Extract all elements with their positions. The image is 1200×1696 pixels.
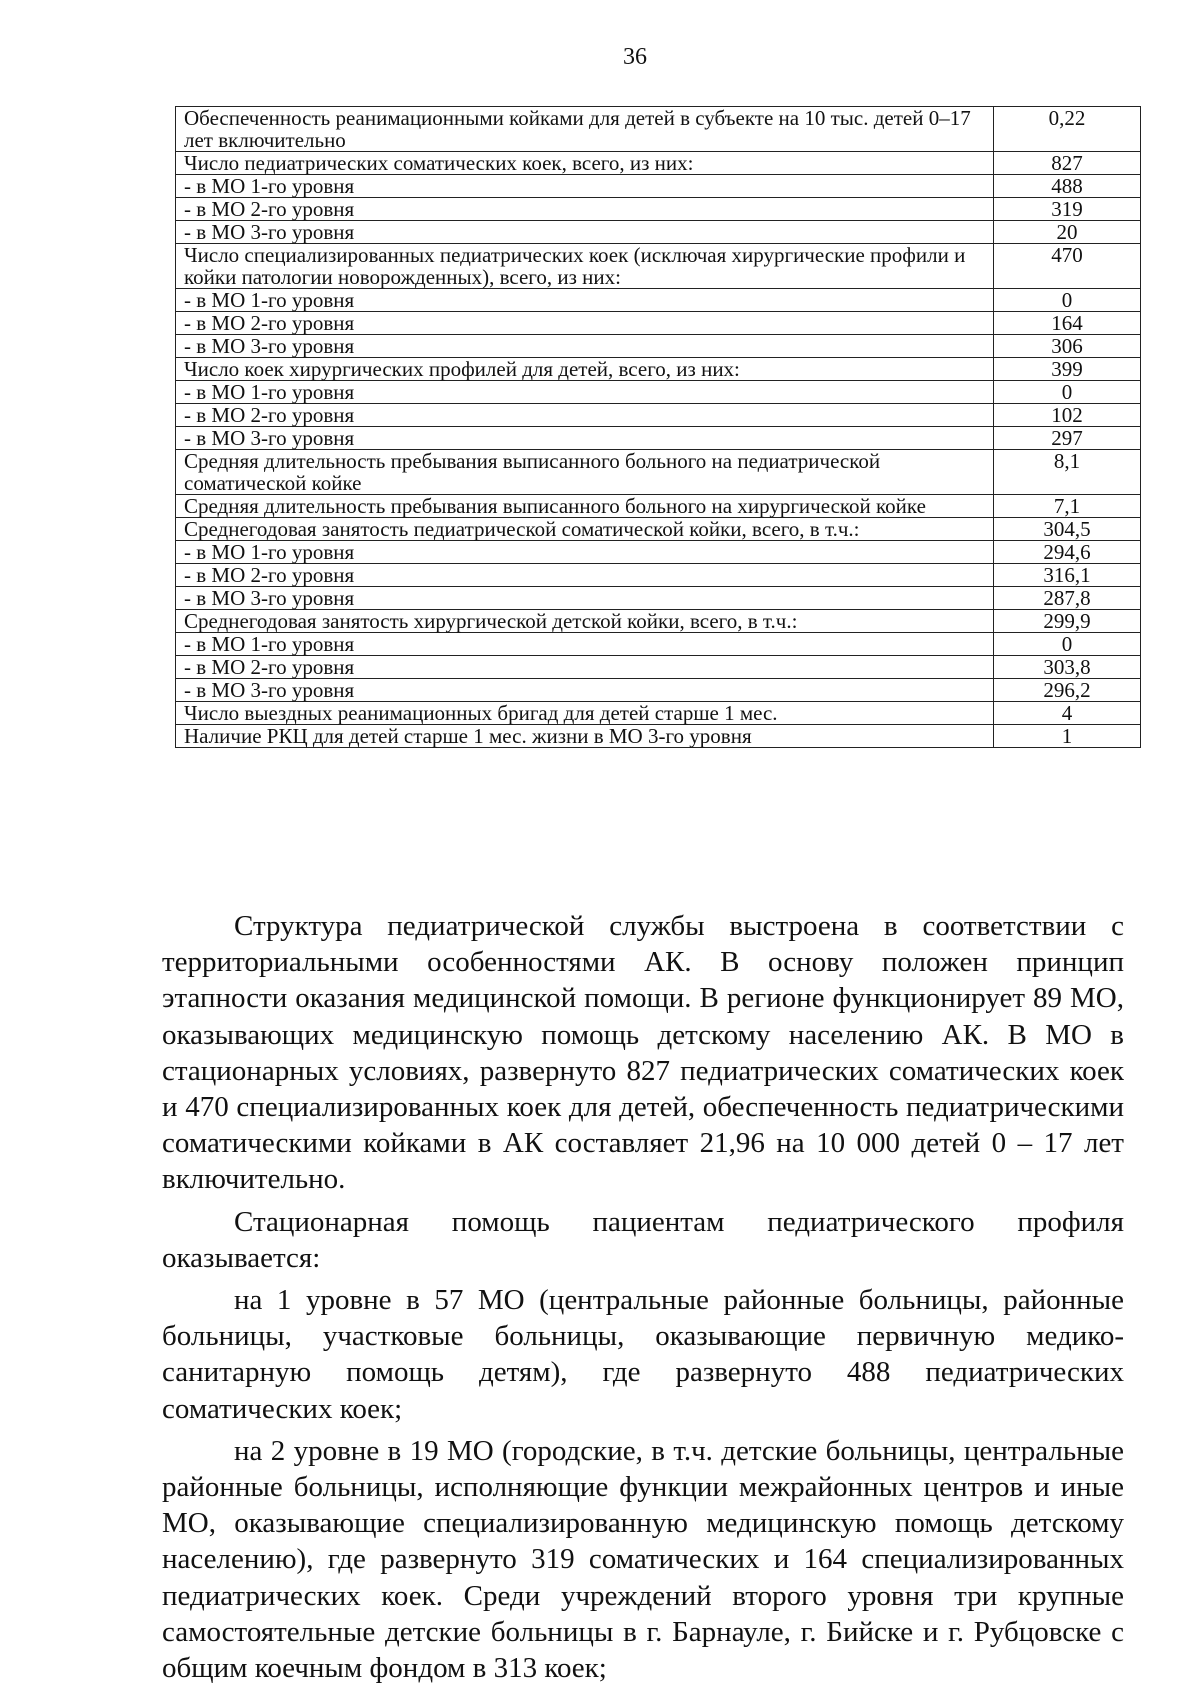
- row-label: Число специализированных педиатрических коек (исключая хирургические профили и койки патологии новорожденных), всего, из них:: [176, 244, 994, 289]
- table-row: [176, 198, 1141, 221]
- row-value: 4: [994, 702, 1141, 725]
- row-label: - в МО 2-го уровня: [176, 564, 994, 587]
- row-value: 306: [994, 335, 1141, 358]
- row-label: Наличие РКЦ для детей старше 1 мес. жизни в МО 3-го уровня: [176, 725, 994, 748]
- row-label: - в МО 3-го уровня: [176, 335, 994, 358]
- row-value: 287,8: [994, 587, 1141, 610]
- table-row: [176, 335, 1141, 358]
- row-value: 7,1: [994, 495, 1141, 518]
- row-label: - в МО 1-го уровня: [176, 289, 994, 312]
- table-row: [176, 564, 1141, 587]
- row-value: 0,22: [994, 107, 1141, 152]
- row-value: 399: [994, 358, 1141, 381]
- table-row: [176, 358, 1141, 381]
- row-label: - в МО 3-го уровня: [176, 221, 994, 244]
- row-label: - в МО 1-го уровня: [176, 175, 994, 198]
- row-label: - в МО 3-го уровня: [176, 427, 994, 450]
- row-value: 470: [994, 244, 1141, 289]
- row-label: Число коек хирургических профилей для детей, всего, из них:: [176, 358, 994, 381]
- table-row: [176, 427, 1141, 450]
- table-row: [176, 725, 1141, 748]
- row-label: Среднегодовая занятость хирургической детской койки, всего, в т.ч.:: [176, 610, 994, 633]
- row-label: - в МО 2-го уровня: [176, 404, 994, 427]
- table-row: [176, 221, 1141, 244]
- table-row: [176, 587, 1141, 610]
- body-text: [162, 908, 1124, 1692]
- row-label: Средняя длительность пребывания выписанного больного на педиатрической соматической койке: [176, 450, 994, 495]
- table-row: [176, 175, 1141, 198]
- table-row: [176, 541, 1141, 564]
- row-label: - в МО 2-го уровня: [176, 198, 994, 221]
- paragraph: Структура педиатрической службы выстроена в соответствии с территориальными особенностями АК. В основу положен принцип этапности оказания медицинской помощи. В регионе функционирует 89 МО, оказывающих медицинскую помощь детскому населению АК. В МО в стационарных условиях, развернуто 827 педиатрических соматических коек и 470 специализированных коек для детей, обеспеченность педиатрическими соматическими койками в АК составляет 21,96 на 10 000 детей 0 – 17 лет включительно.: [162, 910, 1124, 1196]
- row-value: 0: [994, 381, 1141, 404]
- row-label: - в МО 3-го уровня: [176, 679, 994, 702]
- row-label: - в МО 1-го уровня: [176, 381, 994, 404]
- table-row: [176, 702, 1141, 725]
- table-row: [176, 289, 1141, 312]
- statistics-table: [175, 106, 1141, 748]
- page-number: 36: [623, 44, 647, 70]
- row-label: Средняя длительность пребывания выписанного больного на хирургической койке: [176, 495, 994, 518]
- row-value: 8,1: [994, 450, 1141, 495]
- table-row: [176, 656, 1141, 679]
- row-label: - в МО 3-го уровня: [176, 587, 994, 610]
- row-value: 0: [994, 289, 1141, 312]
- table-row: [176, 450, 1141, 495]
- row-value: 319: [994, 198, 1141, 221]
- row-label: Число педиатрических соматических коек, всего, из них:: [176, 152, 994, 175]
- row-value: 304,5: [994, 518, 1141, 541]
- row-value: 299,9: [994, 610, 1141, 633]
- row-value: 0: [994, 633, 1141, 656]
- row-value: 294,6: [994, 541, 1141, 564]
- table-row: [176, 610, 1141, 633]
- row-value: 1: [994, 725, 1141, 748]
- row-label: Число выездных реанимационных бригад для детей старше 1 мес.: [176, 702, 994, 725]
- table-row: [176, 679, 1141, 702]
- table-body: [176, 107, 1141, 748]
- row-label: - в МО 2-го уровня: [176, 312, 994, 335]
- table-row: [176, 244, 1141, 289]
- table-row: [176, 518, 1141, 541]
- row-value: 164: [994, 312, 1141, 335]
- row-value: 297: [994, 427, 1141, 450]
- row-label: Обеспеченность реанимационными койками для детей в субъекте на 10 тыс. детей 0–17 лет включительно: [176, 107, 994, 152]
- table-row: [176, 633, 1141, 656]
- table-row: [176, 495, 1141, 518]
- table-row: [176, 152, 1141, 175]
- table-row: [176, 381, 1141, 404]
- row-label: - в МО 1-го уровня: [176, 541, 994, 564]
- row-label: - в МО 1-го уровня: [176, 633, 994, 656]
- row-value: 296,2: [994, 679, 1141, 702]
- row-value: 102: [994, 404, 1141, 427]
- table-row: [176, 107, 1141, 152]
- row-value: 827: [994, 152, 1141, 175]
- row-value: 316,1: [994, 564, 1141, 587]
- paragraph: на 1 уровне в 57 МО (центральные районные больницы, районные больницы, участковые больницы, оказывающие первичную медико-санитарную помощь детям), где развернуто 488 педиатрических соматических коек;: [162, 1284, 1124, 1425]
- row-label: Среднегодовая занятость педиатрической соматической койки, всего, в т.ч.:: [176, 518, 994, 541]
- table-row: [176, 312, 1141, 335]
- row-label: - в МО 2-го уровня: [176, 656, 994, 679]
- row-value: 488: [994, 175, 1141, 198]
- row-value: 20: [994, 221, 1141, 244]
- paragraph: Стационарная помощь пациентам педиатрического профиля оказывается:: [162, 1205, 1124, 1274]
- table-row: [176, 404, 1141, 427]
- row-value: 303,8: [994, 656, 1141, 679]
- paragraph: на 2 уровне в 19 МО (городские, в т.ч. детские больницы, центральные районные больницы, исполняющие функции межрайонных центров и иные МО, оказывающие специализированную медицинскую помощь детскому населению), где развернуто 319 соматических и 164 специализированных педиатрических коек. Среди учреждений второго уровня три крупные самостоятельные детские больницы в г. Барнауле, г. Бийске и г. Рубцовске с общим коечным фондом в 313 коек;: [162, 1434, 1124, 1685]
